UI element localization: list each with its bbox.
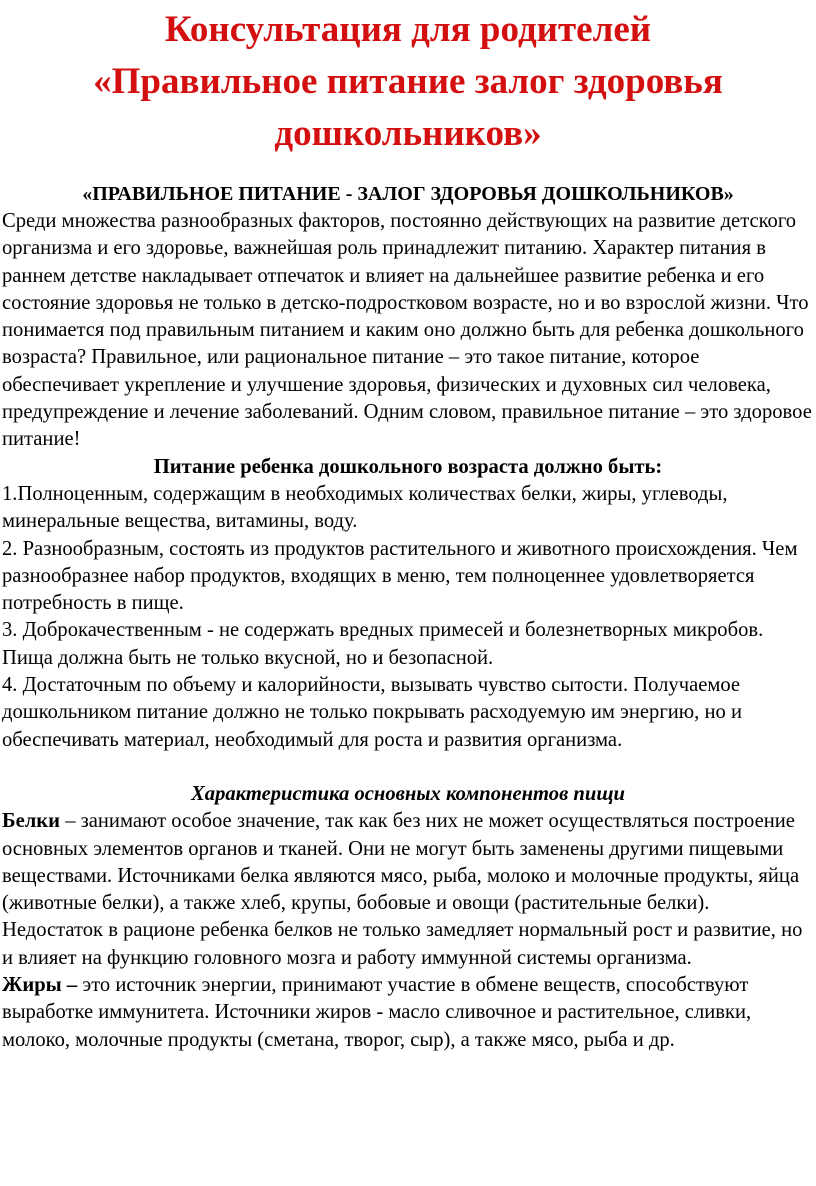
component-paragraph-fats (0, 972, 816, 1054)
component-paragraph-proteins (0, 808, 816, 972)
component-text: – занимают особое значение, так как без них не может осуществляться построение основных элементов органов и тканей. Они не могут быть заменены другими пищевыми веществами. Источниками белка являются мясо, рыба, молоко и молочные продукты, яйца (животные белки), а также хлеб, крупы, бобовые и овощи (растительные белки). Недостаток в рационе ребенка белков не только замедляет нормальный рост и развитие, но и влияет на функцию головного мозга и работу иммунной системы организма. (2, 810, 803, 969)
component-text: это источник энергии, принимают участие в обмене веществ, способствуют выработке иммунитета. Источники жиров - масло сливочное и растительное, сливки, молоко, молочные продукты (сметана, творог, сыр), а также мясо, рыба и др. (2, 974, 752, 1051)
requirement-item: 4. Достаточным по объему и калорийности, вызывать чувство сытости. Получаемое дошкольником питание должно не только покрывать расходуемую им энергию, но и обеспечивать материал, необходимый для роста и развития организма. (2, 674, 742, 751)
component-term: Жиры – (2, 974, 78, 997)
requirement-item: 1.Полноценным, содержащим в необходимых количествах белки, жиры, углеводы, минеральные вещества, витамины, воду. (2, 482, 728, 533)
title-line-1: Консультация для родителей (164, 9, 652, 50)
section-subtitle: «ПРАВИЛЬНОЕ ПИТАНИЕ - ЗАЛОГ ЗДОРОВЬЯ ДОШКОЛЬНИКОВ» (82, 183, 734, 205)
requirement-item: 3. Доброкачественным - не содержать вредных примесей и болезнетворных микробов. Пища должна быть не только вкусной, но и безопасной. (2, 619, 764, 669)
document-title (0, 0, 816, 160)
spacer (0, 754, 816, 781)
components-heading: Характеристика основных компонентов пищи (191, 782, 625, 805)
requirements-heading: Питание ребенка дошкольного возраста должно быть: (153, 455, 663, 478)
title-line-3: дошкольников» (274, 113, 542, 154)
component-term: Белки (2, 810, 61, 833)
intro-paragraph: Среди множества разнообразных факторов, постоянно действующих на развитие детского организма и его здоровье, важнейшая роль принадлежит питанию. Характер питания в раннем детстве накладывает отпечаток и влияет на дальнейшее развитие ребенка и его состояние здоровья не только в детско-подростковом возрасте, но и во взрослой жизни. Что понимается под правильным питанием и каким оно должно быть для ребенка дошкольного возраста? Правильное, или рациональное питание – это такое питание, которое обеспечивает укрепление и улучшение здоровья, физических и духовных сил человека, предупреждение и лечение заболеваний. Одним словом, правильное питание – это здоровое питание! (2, 210, 812, 451)
requirement-item: 2. Разнообразным, состоять из продуктов растительного и животного происхождения. Чем разнообразнее набор продуктов, входящих в меню, тем полноценнее удовлетворяется потребность в пище. (2, 537, 798, 615)
title-line-2: «Правильное питание залог здоровья (93, 61, 723, 102)
